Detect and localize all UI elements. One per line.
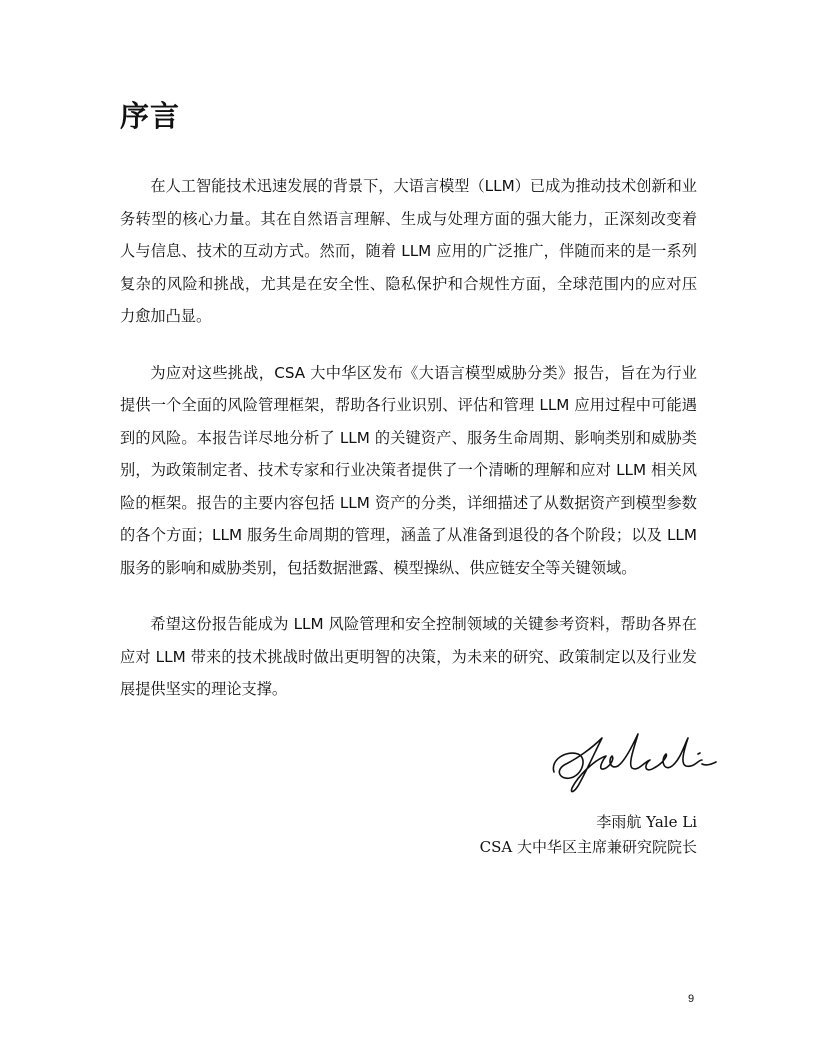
page-title: 序言 (120, 99, 181, 133)
preface-paragraph-3: 希望这份报告能成为 LLM 风险管理和安全控制领域的关键参考资料，帮助各界在应对 LLM 带来的技术挑战时做出更明智的决策，为未来的研究、政策制定以及行业发展提供坚实的理论支撑。 (120, 615, 697, 698)
preface-paragraph-1: 在人工智能技术迅速发展的背景下，大语言模型（LLM）已成为推动技术创新和业务转型的核心力量。其在自然语言理解、生成与处理方面的强大能力，正深刻改变着人与信息、技术的互动方式。然而，随着 LLM 应用的广泛推广，伴随而来的是一系列复杂的风险和挑战，尤其是在安全性、隐私保护和合规性方面，全球范围内的应对压力愈加凸显。 (120, 177, 697, 325)
signer-name: 李雨航 Yale Li (596, 813, 697, 831)
signer-title: CSA 大中华区主席兼研究院院长 (479, 838, 697, 856)
preface-paragraph-2: 为应对这些挑战，CSA 大中华区发布《大语言模型威胁分类》报告，旨在为行业提供一个全面的风险管理框架，帮助各行业识别、评估和管理 LLM 应用过程中可能遇到的风险。本报告详尽地分析了 LLM 的关键资产、服务生命周期、影响类别和威胁类别，为政策制定者、技术专家和行业决策者提供了一个清晰的理解和应对 LLM 相关风险的框架。报告的主要内容包括 LLM 资产的分类，详细描述了从数据资产到模型参数的各个方面；LLM 服务生命周期的管理，涵盖了从准备到退役的各个阶段；以及 LLM 服务的影响和威胁类别，包括数据泄露、模型操纵、供应链安全等关键领域。 (120, 363, 697, 577)
page-number: 9 (688, 993, 695, 1005)
handwritten-signature (548, 720, 718, 800)
signature-block (480, 810, 697, 860)
preface-body (120, 170, 697, 730)
